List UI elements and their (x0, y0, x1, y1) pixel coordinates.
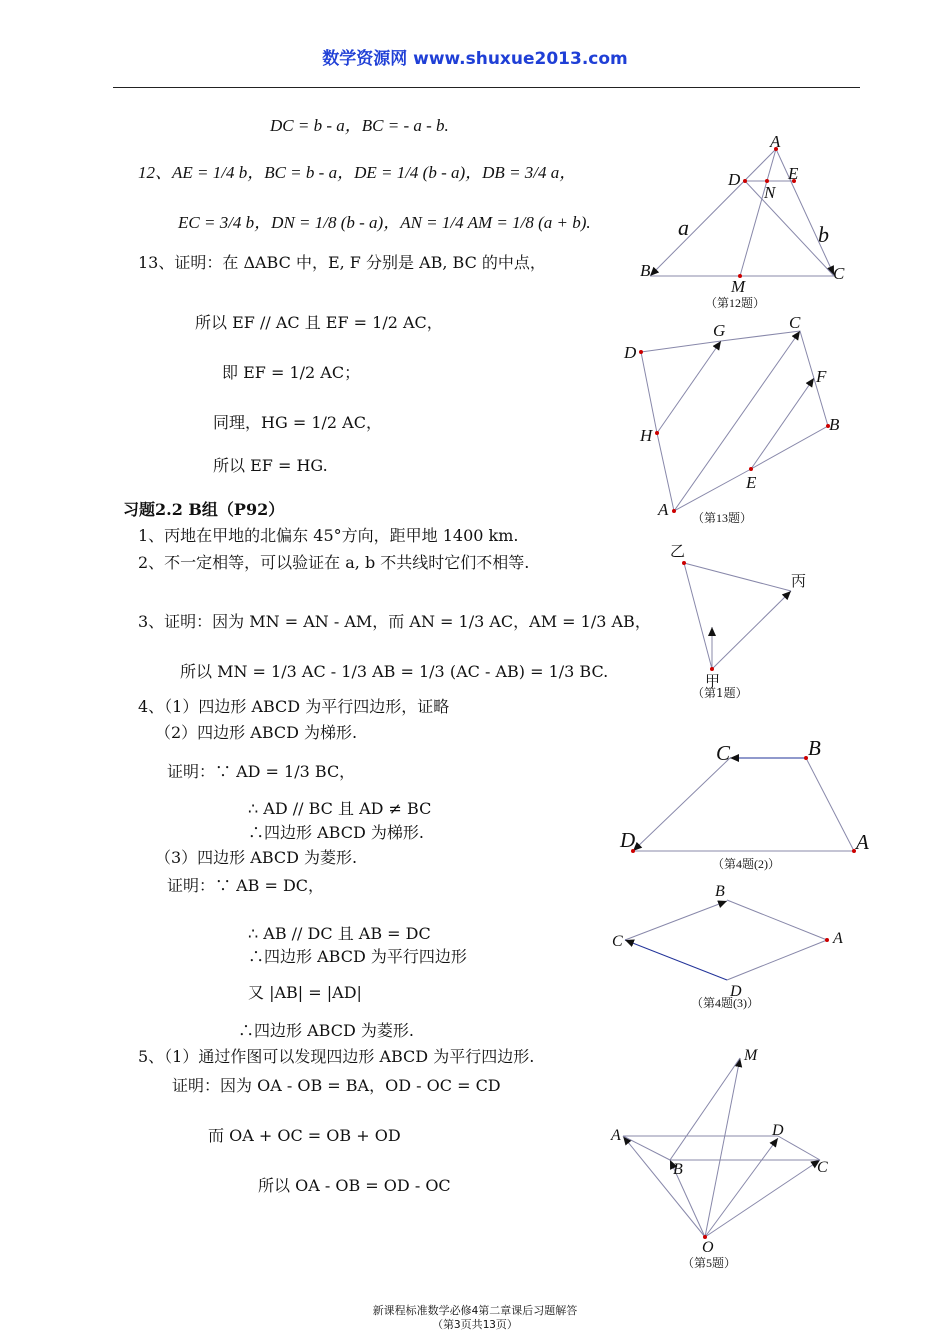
section-title: 习题2.2 B组（P92） (123, 500, 285, 519)
figure-4-2 (619, 736, 869, 871)
footer-title: 新课程标准数学必修4第二章课后习题解答 (372, 1304, 578, 1317)
figure-1 (670, 542, 806, 700)
text-line: DC = b - a，BC = - a - b. (270, 116, 449, 135)
fig12-label-C: C (833, 264, 845, 283)
text-line: 5、（1）通过作图可以发现四边形 ABCD 为平行四边形. (138, 1047, 535, 1066)
text-line: （3）四边形 ABCD 为菱形. (155, 848, 358, 867)
fig5-label-D: D (772, 1122, 784, 1139)
fig1-label-jia: 甲 (705, 672, 721, 690)
fig13-label-G: G (713, 321, 726, 340)
text-line: 所以 MN = 1/3 AC - 1/3 AB = 1/3 (AC - AB) = 1/3 BC. (180, 662, 609, 681)
text-line: 证明：因为 OA - OB = BA，OD - OC = CD (172, 1076, 501, 1095)
fig5-label-A: A (611, 1127, 621, 1144)
fig12-label-M: M (731, 277, 746, 296)
text-line: EC = 3/4 b，DN = 1/8 (b - a)，AN = 1/4 AM = 1/8 (a + b). (178, 213, 591, 232)
fig12-label-D: D (728, 170, 741, 189)
text-line: 所以 OA - OB = OD - OC (258, 1176, 451, 1195)
fig13-label-D: D (624, 343, 637, 362)
fig12-label-E: E (788, 164, 799, 183)
text-line: 3、证明：因为 MN = AN - AM，而 AN = 1/3 AC，AM = 1/3 AB， (138, 612, 651, 631)
fig42-label-C: C (716, 741, 731, 765)
fig43-label-C: C (612, 933, 623, 950)
text-line: 同理，HG = 1/2 AC， (213, 413, 382, 432)
fig43-caption: （第4题(3)） (691, 996, 759, 1010)
fig1-label-yi: 乙 (670, 542, 686, 560)
figure-4-3 (612, 883, 843, 1010)
fig12-label-N: N (764, 183, 776, 202)
fig42-label-D: D (620, 828, 636, 852)
text-line: 证明：∵ AB = DC， (167, 876, 325, 895)
fig13-label-A: A (658, 500, 669, 519)
text-line: 4、（1）四边形 ABCD 为平行四边形，证略 (138, 697, 450, 716)
text-line: ∴四边形 ABCD 为菱形. (238, 1021, 414, 1040)
text-line: 证明：∵ AD = 1/3 BC， (167, 762, 356, 781)
fig12-label-B: B (640, 261, 651, 280)
text-line: 又 |AB| = |AD| (248, 983, 362, 1002)
text-line: 即 EF = 1/2 AC； (222, 363, 361, 382)
fig42-label-A: A (856, 830, 869, 854)
figure-12 (640, 132, 845, 310)
text-line: 而 OA + OC = OB + OD (208, 1126, 401, 1145)
fig43-label-A: A (833, 930, 843, 947)
fig5-caption: （第5题） (682, 1256, 737, 1270)
text-line: ∴四边形 ABCD 为梯形. (248, 823, 424, 842)
footer-page: （第3页共13页） (432, 1318, 518, 1331)
fig5-label-O: O (702, 1239, 714, 1256)
fig5-label-M: M (744, 1047, 758, 1064)
fig5-label-C: C (817, 1159, 828, 1176)
fig42-label-B: B (808, 736, 821, 760)
fig43-label-B: B (715, 883, 725, 900)
fig12-vector-a: a (678, 215, 689, 240)
text-line: 1、丙地在甲地的北偏东 45°方向，距甲地 1400 km. (138, 526, 519, 545)
fig43-label-D: D (730, 983, 742, 1000)
fig12-vector-b: b (818, 222, 829, 247)
fig13-label-C: C (789, 313, 801, 332)
text-line: 12、AE = 1/4 b，BC = b - a，DE = 1/4 (b - a)，DB = 3/4 a， (138, 163, 577, 182)
text-line: （2）四边形 ABCD 为梯形. (155, 723, 358, 742)
fig5-label-B: B (673, 1161, 683, 1178)
fig12-label-A: A (770, 132, 781, 151)
text-line: 13、证明：在 ΔABC 中，E, F 分别是 AB, BC 的中点， (138, 253, 546, 272)
text-line: ∴ AB // DC 且 AB = DC (248, 924, 431, 943)
fig1-label-bing: 丙 (791, 572, 807, 590)
figure-5 (610, 1047, 828, 1270)
fig13-label-H: H (640, 426, 653, 445)
fig13-label-E: E (746, 473, 757, 492)
fig13-label-F: F (816, 367, 827, 386)
figure-13 (623, 313, 840, 525)
fig13-label-B: B (829, 415, 840, 434)
fig13-caption: （第13题） (692, 511, 753, 525)
site-header[interactable]: 数学资源网 www.shuxue2013.com (322, 49, 628, 69)
fig1-caption: （第1题） (692, 686, 748, 700)
fig42-caption: （第4题(2)） (712, 857, 780, 871)
text-line: 2、不一定相等，可以验证在 a, b 不共线时它们不相等. (138, 553, 530, 572)
text-line: ∴ AD // BC 且 AD ≠ BC (248, 799, 432, 818)
fig12-caption: （第12题） (705, 296, 766, 310)
text-line: ∴四边形 ABCD 为平行四边形 (248, 947, 467, 966)
text-line: 所以 EF // AC 且 EF = 1/2 AC， (195, 313, 443, 332)
text-line: 所以 EF = HG. (213, 456, 328, 475)
